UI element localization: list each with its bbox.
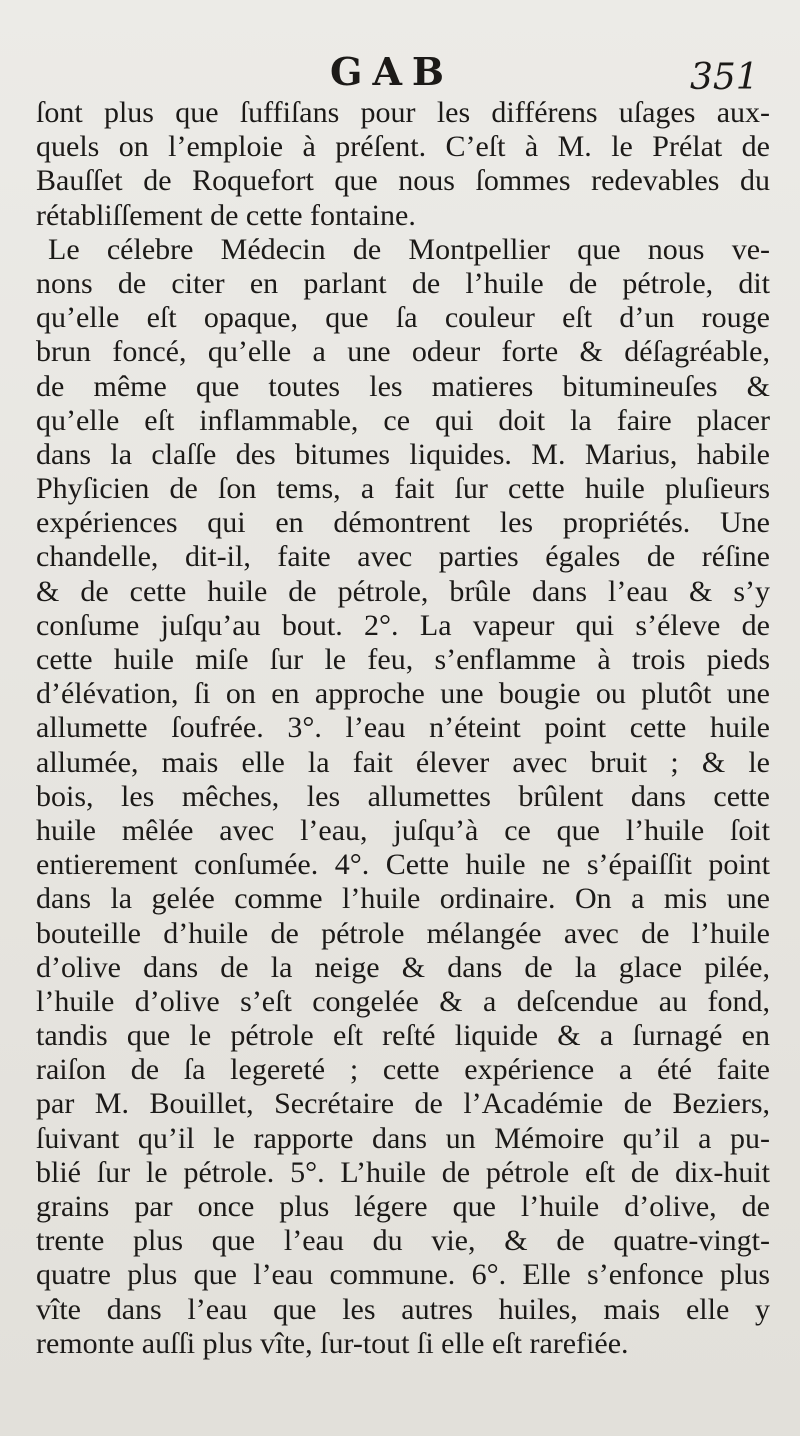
text-line: allumette ſoufrée. 3°. l’eau n’éteint point cette huile	[36, 711, 770, 745]
text-line: de même que toutes les matieres bitumineuſes &	[36, 369, 770, 403]
running-head: GAB	[330, 49, 455, 94]
text-line: trente plus que l’eau du vie, & de quatre-vingt-	[36, 1224, 770, 1258]
text-line: cette huile miſe ſur le feu, s’enflamme à trois pieds	[36, 643, 770, 676]
text-line: remonte auſſi plus vîte, ſur-tout ſi elle eſt rarefiée.	[36, 1326, 629, 1360]
text-line: blié ſur le pétrole. 5°. L’huile de pétrole eſt de dix-huit	[36, 1155, 770, 1189]
text-line: grains par once plus légere que l’huile d’olive, de	[36, 1190, 770, 1223]
text-line: conſume juſqu’au bout. 2°. La vapeur qui s’éleve de	[36, 608, 770, 642]
text-line: allumée, mais elle la fait élever avec bruit ; & le	[36, 745, 770, 779]
text-line: quatre plus que l’eau commune. 6°. Elle s’enfonce plus	[36, 1258, 770, 1292]
text-line: nons de citer en parlant de l’huile de pétrole, dit	[36, 266, 770, 300]
text-line: brun foncé, qu’elle a une odeur forte & déſagréable,	[36, 335, 770, 369]
text-line: l’huile d’olive s’eſt congelée & a deſcendue au fond,	[36, 984, 770, 1018]
text-line: bouteille d’huile de pétrole mélangée avec de l’huile	[36, 916, 770, 950]
text-line: chandelle, dit-il, faite avec parties égales de réſine	[36, 540, 770, 574]
text-line: ſuivant qu’il le rapporte dans un Mémoire qu’il a pu-	[36, 1121, 770, 1155]
text-line: Phyſicien de ſon tems, a fait ſur cette huile pluſieurs	[36, 472, 770, 506]
text-line: dans la gelée comme l’huile ordinaire. On a mis une	[36, 882, 770, 916]
text-line: huile mêlée avec l’eau, juſqu’à ce que l’huile ſoit	[36, 813, 770, 847]
text-line: rétabliſſement de cette fontaine.	[36, 198, 416, 232]
text-line: quels on l’emploie à préſent. C’eſt à M. le Prélat de	[36, 130, 770, 164]
text-line: d’élévation, ſi on en approche une bougie ou plutôt une	[36, 677, 770, 711]
text-line: raiſon de ſa legereté ; cette expérience a été faite	[36, 1053, 770, 1087]
page-header	[0, 48, 800, 96]
text-line: ſont plus que ſuffiſans pour les différens uſages aux-	[36, 96, 770, 129]
text-line: tandis que le pétrole eſt reſté liquide & a ſurnagé en	[36, 1019, 770, 1053]
text-line: d’olive dans de la neige & dans de la glace pilée,	[36, 950, 770, 984]
text-line: vîte dans l’eau que les autres huiles, mais elle y	[36, 1292, 770, 1326]
text-line: bois, les mêches, les allumettes brûlent dans cette	[36, 779, 770, 813]
body-text	[36, 96, 770, 1361]
text-line: Le célebre Médecin de Montpellier que nous ve-	[48, 232, 770, 266]
text-line: & de cette huile de pétrole, brûle dans l’eau & s’y	[36, 574, 770, 608]
text-line: Bauſſet de Roquefort que nous ſommes redevables du	[36, 164, 770, 198]
text-line: par M. Bouillet, Secrétaire de l’Académie de Beziers,	[36, 1087, 770, 1121]
text-line: qu’elle eſt inflammable, ce qui doit la faire placer	[36, 403, 770, 437]
text-line: dans la claſſe des bitumes liquides. M. Marius, habile	[36, 437, 770, 471]
text-line: qu’elle eſt opaque, que ſa couleur eſt d’un rouge	[36, 301, 770, 335]
text-line: expériences qui en démontrent les propriétés. Une	[36, 506, 770, 540]
page-number: 351	[690, 57, 759, 98]
text-line: entierement conſumée. 4°. Cette huile ne s’épaiſſit point	[36, 848, 770, 882]
